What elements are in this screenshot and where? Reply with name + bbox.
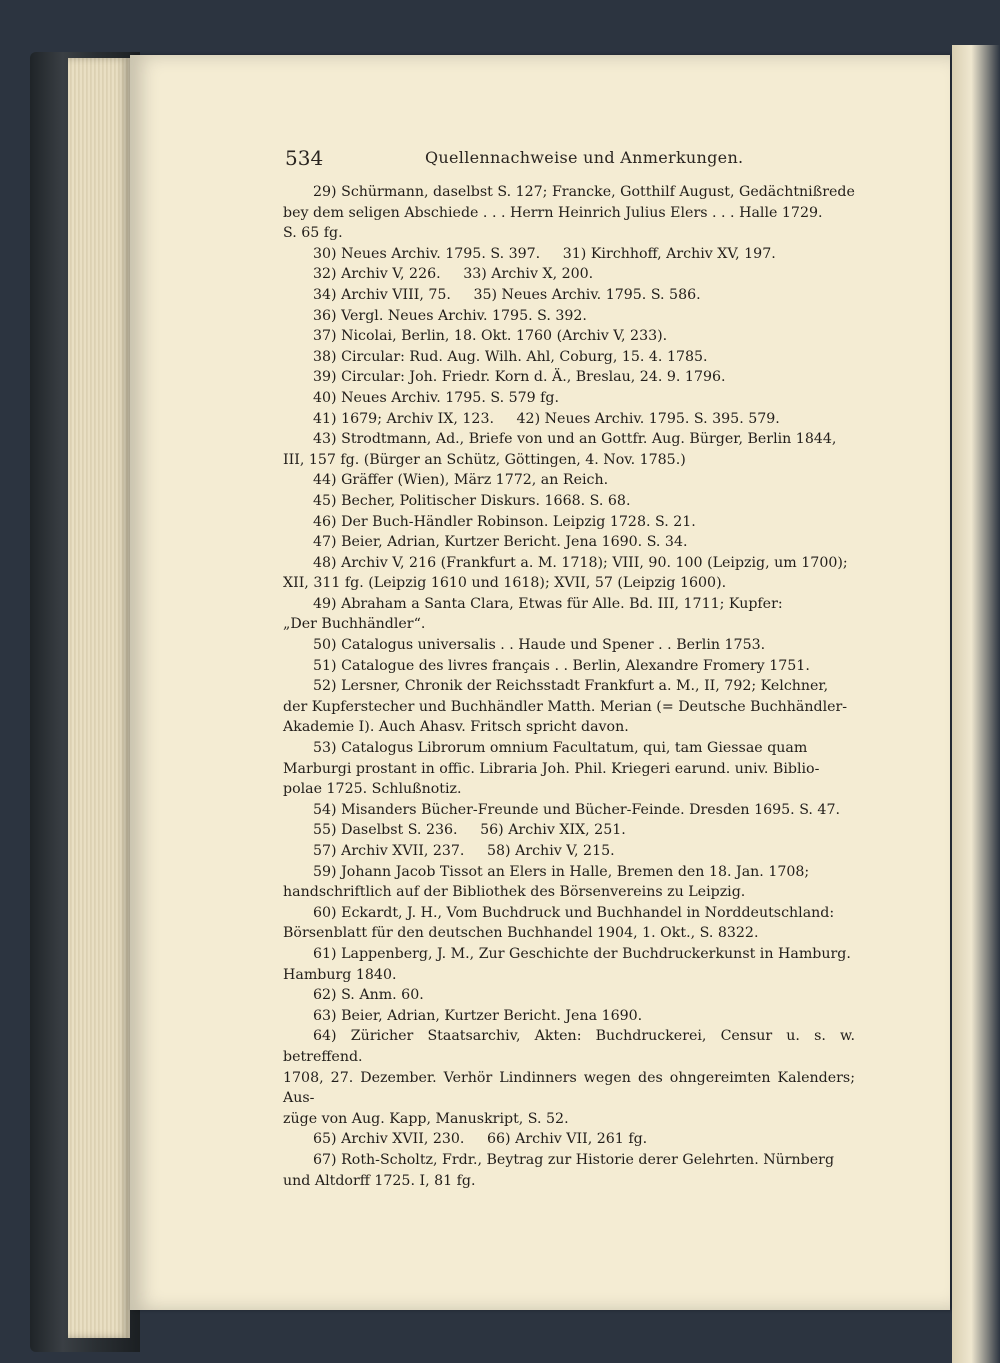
running-head: Quellennachweise und Anmerkungen. [425, 148, 744, 167]
note-text: 53) Catalogus Librorum omnium Facultatum, qui, tam Giessae quam [313, 740, 808, 757]
note-line [283, 841, 855, 862]
note-text: 59) Johann Jacob Tissot an Elers in Halle, Bremen den 18. Jan. 1708; [313, 863, 810, 880]
note-text: 34) Archiv VIII, 75. 35) Neues Archiv. 1795. S. 586. [313, 286, 701, 303]
note-text: 1708, 27. Dezember. Verhör Lindinners wegen des ohngereimten Kalenders; Aus- [283, 1069, 860, 1107]
note-text: 61) Lappenberg, J. M., Zur Geschichte der Buchdruckerkunst in Hamburg. [313, 945, 851, 962]
note-text: 62) S. Anm. 60. [313, 987, 424, 1004]
note-line [283, 800, 855, 821]
note-text: und Altdorff 1725. I, 81 fg. [283, 1172, 476, 1189]
note-line [283, 491, 855, 512]
note-text: 29) Schürmann, daselbst S. 127; Francke, Gotthilf August, Gedächtnißrede [313, 184, 855, 200]
note-text: 43) Strodtmann, Ad., Briefe von und an Gottfr. Aug. Bürger, Berlin 1844, [313, 431, 837, 448]
note-line [283, 882, 855, 903]
note-text: Börsenblatt für den deutschen Buchhandel 1904, 1. Okt., S. 8322. [283, 925, 759, 942]
note-text: 64) Züricher Staatsarchiv, Akten: Buchdruckerei, Censur u. s. w. betreffend. [283, 1028, 860, 1065]
note-text: 41) 1679; Archiv IX, 123. 42) Neues Archiv. 1795. S. 395. 579. [313, 410, 780, 427]
note-line [283, 367, 855, 388]
note-text: der Kupferstecher und Buchhändler Matth. Merian (= Deutsche Buchhändler- [283, 698, 848, 715]
note-line [283, 820, 855, 841]
note-text: züge von Aug. Kapp, Manuskript, S. 52. [283, 1110, 569, 1127]
note-line [283, 1109, 855, 1130]
note-line [283, 1006, 855, 1027]
note-text: 52) Lersner, Chronik der Reichsstadt Frankfurt a. M., II, 792; Kelchner, [313, 678, 829, 695]
note-line [283, 594, 855, 615]
note-text: S. 65 fg. [283, 225, 343, 242]
note-line [283, 285, 855, 306]
note-line [283, 635, 855, 656]
note-line [283, 409, 855, 430]
note-text: 37) Nicolai, Berlin, 18. Okt. 1760 (Archiv V, 233). [313, 328, 668, 345]
note-text: 49) Abraham a Santa Clara, Etwas für Alle. Bd. III, 1711; Kupfer: [313, 595, 783, 612]
note-line [283, 450, 855, 471]
note-line [283, 717, 855, 738]
note-text: 54) Misanders Bücher-Freunde und Bücher-Feinde. Dresden 1695. S. 47. [313, 801, 840, 818]
note-line [283, 306, 855, 327]
note-line [283, 347, 855, 368]
note-line [283, 1026, 860, 1067]
note-line [283, 388, 855, 409]
note-line [283, 532, 855, 553]
note-text: 45) Becher, Politischer Diskurs. 1668. S. 68. [313, 492, 631, 509]
note-line [283, 779, 855, 800]
note-line [283, 656, 855, 677]
note-line [283, 573, 855, 594]
note-line [283, 244, 855, 265]
note-line [283, 903, 855, 924]
note-text: 51) Catalogue des livres français . . Berlin, Alexandre Fromery 1751. [313, 657, 810, 674]
note-line [283, 182, 855, 203]
note-text: 50) Catalogus universalis . . Haude und Spener . . Berlin 1753. [313, 637, 766, 654]
note-line [283, 203, 855, 224]
note-text: 38) Circular: Rud. Aug. Wilh. Ahl, Coburg, 15. 4. 1785. [313, 348, 708, 365]
note-text: „Der Buchhändler“. [283, 616, 426, 633]
note-text: handschriftlich auf der Bibliothek des Börsenvereins zu Leipzig. [283, 884, 746, 901]
note-line [283, 512, 855, 533]
page-edges [68, 58, 130, 1338]
note-line [283, 326, 855, 347]
note-text: III, 157 fg. (Bürger an Schütz, Göttingen, 4. Nov. 1785.) [283, 451, 686, 468]
note-text: 30) Neues Archiv. 1795. S. 397. 31) Kirchhoff, Archiv XV, 197. [313, 245, 776, 262]
note-text: 44) Gräffer (Wien), März 1772, an Reich. [313, 472, 609, 489]
note-text: 48) Archiv V, 216 (Frankfurt a. M. 1718); VIII, 90. 100 (Leipzig, um 1700); [313, 554, 848, 571]
note-line [283, 944, 855, 965]
note-text: 46) Der Buch-Händler Robinson. Leipzig 1728. S. 21. [313, 513, 696, 530]
note-line [283, 965, 855, 986]
note-text: bey dem seligen Abschiede . . . Herrn Heinrich Julius Elers . . . Halle 1729. [283, 204, 823, 221]
note-line [283, 1129, 855, 1150]
note-text: 60) Eckardt, J. H., Vom Buchdruck und Buchhandel in Norddeutschland: [313, 904, 835, 921]
endnotes [283, 182, 860, 1191]
note-text: 57) Archiv XVII, 237. 58) Archiv V, 215. [313, 843, 615, 859]
note-line [283, 697, 855, 718]
note-line [283, 923, 855, 944]
note-text: 55) Daselbst S. 236. 56) Archiv XIX, 251. [313, 822, 626, 839]
note-text: 32) Archiv V, 226. 33) Archiv X, 200. [313, 266, 594, 283]
note-line [283, 470, 855, 491]
note-text: 65) Archiv XVII, 230. 66) Archiv VII, 261 fg. [313, 1131, 648, 1148]
note-text: Akademie I). Auch Ahasv. Fritsch spricht davon. [283, 719, 629, 736]
note-line [283, 264, 855, 285]
note-line [283, 676, 855, 697]
facing-page-edge [952, 45, 1000, 1363]
note-text: 36) Vergl. Neues Archiv. 1795. S. 392. [313, 307, 587, 324]
note-line [283, 429, 855, 450]
note-line [283, 862, 855, 883]
note-text: 47) Beier, Adrian, Kurtzer Bericht. Jena 1690. S. 34. [313, 534, 688, 551]
note-text: 67) Roth-Scholtz, Frdr., Beytrag zur Historie derer Gelehrten. Nürnberg [313, 1151, 835, 1168]
note-line [283, 985, 855, 1006]
page-number: 534 [285, 146, 324, 170]
note-text: 40) Neues Archiv. 1795. S. 579 fg. [313, 389, 560, 406]
note-line [283, 759, 855, 780]
note-text: 39) Circular: Joh. Friedr. Korn d. Ä., Breslau, 24. 9. 1796. [313, 369, 726, 386]
note-line [283, 223, 855, 244]
page-header [285, 146, 855, 172]
note-text: Marburgi prostant in offic. Libraria Joh. Phil. Kriegeri earund. univ. Biblio- [283, 760, 820, 777]
note-text: Hamburg 1840. [283, 966, 397, 983]
note-line [283, 1068, 860, 1109]
note-line [283, 614, 855, 635]
note-line [283, 1171, 855, 1192]
note-line [283, 553, 855, 574]
note-text: XII, 311 fg. (Leipzig 1610 und 1618); XVII, 57 (Leipzig 1600). [283, 575, 727, 592]
note-text: polae 1725. Schlußnotiz. [283, 781, 462, 798]
note-text: 63) Beier, Adrian, Kurtzer Bericht. Jena 1690. [313, 1007, 643, 1024]
note-line [283, 738, 855, 759]
note-line [283, 1150, 855, 1171]
